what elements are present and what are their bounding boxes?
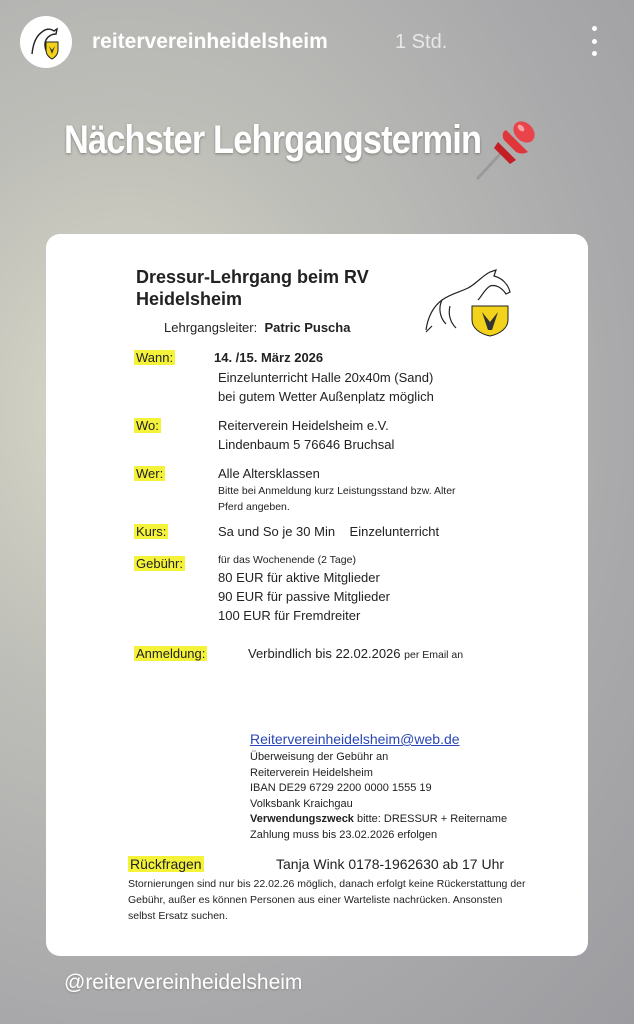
event-flyer [46,234,588,956]
gebuehr-info: für das Wochenende (2 Tage) 80 EUR für aktive Mitglieder 90 EUR für passive Mitglieder 100 EUR für Fremdreiter [218,554,390,623]
wo-address: Reiterverein Heidelsheim e.V. Lindenbaum 5 76646 Bruchsal [218,418,395,452]
account-username[interactable]: reitervereinheidelsheim [92,30,328,53]
flyer-title: Dressur-Lehrgang beim RV Heidelsheim [136,267,369,309]
course-leader: Lehrgangsleiter: Patric Puscha [164,320,351,335]
mention-sticker[interactable]: @reitervereinheidelsheim [64,971,303,994]
story-headline: Nächster Lehrgangstermin [64,118,482,162]
label-kurs: Kurs: [136,524,167,539]
label-rueckfragen: Rückfragen [130,856,202,872]
cancellation-note: Stornierungen sind nur bis 22.02.26 möglich, danach erfolgt keine Rückerstattung der Gebühr, außer es können Personen aus einer Warteliste nachrücken. Ansonsten selbst Ersatz suchen. [128,878,526,922]
kurs-info: Sa und So je 30 Min Einzelunterricht [218,524,440,539]
label-gebuehr: Gebühr: [136,556,183,571]
profile-avatar[interactable] [20,16,72,68]
horse-crest-icon [420,266,520,338]
wer-info: Alle Altersklassen Bitte bei Anmeldung kurz Leistungsstand bzw. Alter Pferd angeben. [218,466,456,513]
label-wo: Wo: [136,418,159,433]
horse-crest-icon [24,20,68,64]
anmeldung-info: Verbindlich bis 22.02.2026 per Email an [248,646,464,661]
post-time: 1 Std. [395,31,448,53]
wann-detail: Einzelunterricht Halle 20x40m (Sand) bei gutem Wetter Außenplatz möglich [218,370,434,404]
pushpin-icon [472,112,544,184]
story-header [0,0,634,84]
email-link[interactable]: Reitervereinheidelsheim@web.de [250,731,460,747]
label-wer: Wer: [136,466,164,481]
wann-date: 14. /15. März 2026 [214,350,324,365]
contact-info: Tanja Wink 0178-1962630 ab 17 Uhr [276,856,505,872]
payment-info: Überweisung der Gebühr an Reiterverein Heidelsheim IBAN DE29 6729 2200 0000 1555 19 Volksbank Kraichgau Verwendungszweck bitte: DRESSUR + Reitername Zahlung muss bis 23.02.2026 erfolgen [250,751,508,841]
more-vertical-icon[interactable] [586,26,602,56]
label-wann: Wann: [136,350,174,365]
label-anmeldung: Anmeldung: [136,646,206,661]
